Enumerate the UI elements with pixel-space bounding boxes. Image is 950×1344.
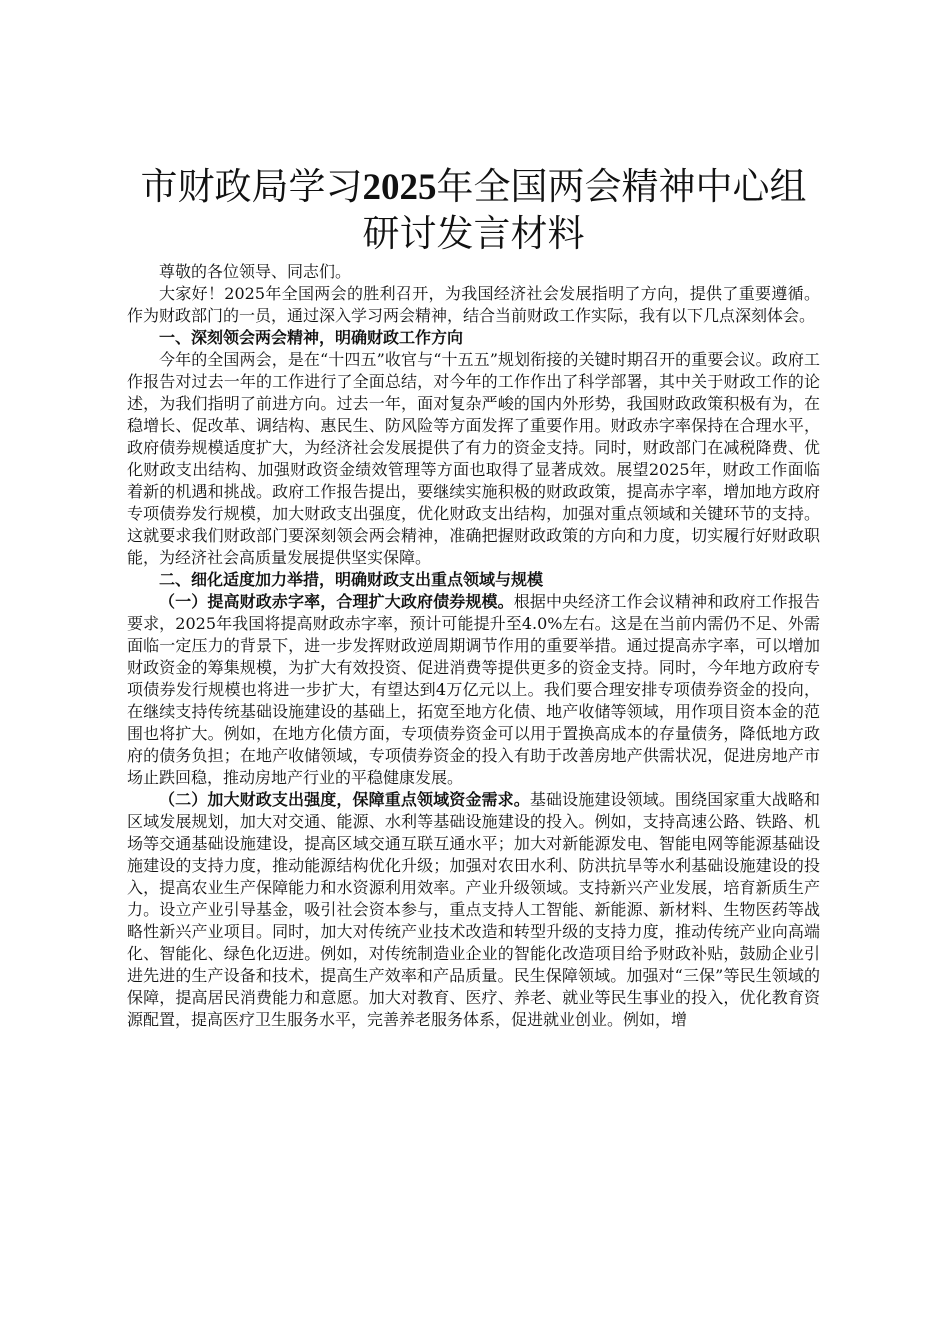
subsection1-lead: （一）提高财政赤字率，合理扩大政府债券规模。: [159, 592, 514, 611]
subsection2-body: 基础设施建设领域。围绕国家重大战略和区域发展规划，加大对交通、能源、水利等基础设施建设的投入。例如，支持高速公路、铁路、机场等交通基础设施建设，提高区域交通互联互通水平；加大对新能源发电、智能电网等能源基础设施建设的支持力度，推动能源结构优化升级；加强对农田水利、防洪抗旱等水利基础设施建设的投入，提高农业生产保障能力和水资源利用效率。产业升级领域。支持新兴产业发展，培育新质生产力。设立产业引导基金，吸引社会资本参与，重点支持人工智能、新能源、新材料、生物医药等战略性新兴产业项目。同时，加大对传统产业技术改造和转型升级的支持力度，推动传统产业向高端化、智能化、绿色化迈进。例如，对传统制造业企业的智能化改造项目给予财政补贴，鼓励企业引进先进的生产设备和技术，提高生产效率和产品质量。民生保障领域。加强对“三保”等民生领域的保障，提高居民消费能力和意愿。加大对教育、医疗、养老、就业等民生事业的投入，优化教育资源配置，提高医疗卫生服务水平，完善养老服务体系，促进就业创业。例如，增: [127, 790, 820, 1029]
subsection2-lead: （二）加大财政支出强度，保障重点领域资金需求。: [159, 790, 530, 809]
title-suffix: 年全国两会精神中心组研讨发言材料: [362, 165, 807, 255]
document-page: [127, 164, 820, 1031]
subsection1-body: 根据中央经济工作会议精神和政府工作报告要求，2025年我国将提高财政赤字率，预计可能提升至4.0%左右。这是在当前内需仍不足、外需面临一定压力的背景下，进一步发挥财政逆周期调节作用的重要举措。通过提高赤字率，可以增加财政资金的筹集规模，为扩大有效投资、促进消费等提供更多的资金支持。同时，今年地方政府专项债券发行规模也将进一步扩大，有望达到4万亿元以上。我们要合理安排专项债券资金的投向，在继续支持传统基础设施建设的基础上，拓宽至地方化债、地产收储等领域，用作项目资本金的范围也将扩大。例如，在地方化债方面，专项债券资金可以用于置换高成本的存量债务，降低地方政府的债务负担；在地产收储领域，专项债券资金的投入有助于改善房地产供需状况，促进房地产市场止跌回稳，推动房地产行业的平稳健康发展。: [127, 592, 820, 787]
title-prefix: 市财政局学习: [140, 165, 363, 208]
subsection1-paragraph: [127, 591, 820, 789]
section1-heading: 一、深刻领会两会精神，明确财政工作方向: [159, 328, 464, 347]
intro-paragraph: 大家好！2025年全国两会的胜利召开，为我国经济社会发展指明了方向，提供了重要遵循。作为财政部门的一员，通过深入学习两会精神，结合当前财政工作实际，我有以下几点深刻体会。: [127, 284, 820, 325]
subsection2-paragraph: [127, 789, 820, 1031]
salutation: 尊敬的各位领导、同志们。: [159, 262, 352, 281]
document-title: [127, 164, 820, 257]
section2-heading: 二、细化适度加力举措，明确财政支出重点领域与规模: [159, 570, 544, 589]
title-year: 2025: [362, 167, 437, 208]
section1-paragraph: 今年的全国两会，是在“十四五”收官与“十五五”规划衔接的关键时期召开的重要会议。政府工作报告对过去一年的工作进行了全面总结，对今年的工作作出了科学部署，其中关于财政工作的论述，为我们指明了前进方向。过去一年，面对复杂严峻的国内外形势，我国财政政策积极有为，在稳增长、促改革、调结构、惠民生、防风险等方面发挥了重要作用。财政赤字率保持在合理水平，政府债券规模适度扩大，为经济社会发展提供了有力的资金支持。同时，财政部门在减税降费、优化财政支出结构、加强财政资金绩效管理等方面也取得了显著成效。展望2025年，财政工作面临着新的机遇和挑战。政府工作报告提出，要继续实施积极的财政政策，提高赤字率，增加地方政府专项债券发行规模，加大财政支出强度，优化财政支出结构，加强对重点领域和关键环节的支持。这就要求我们财政部门要深刻领会两会精神，准确把握财政政策的方向和力度，切实履行好财政职能，为经济社会高质量发展提供坚实保障。: [127, 350, 820, 567]
